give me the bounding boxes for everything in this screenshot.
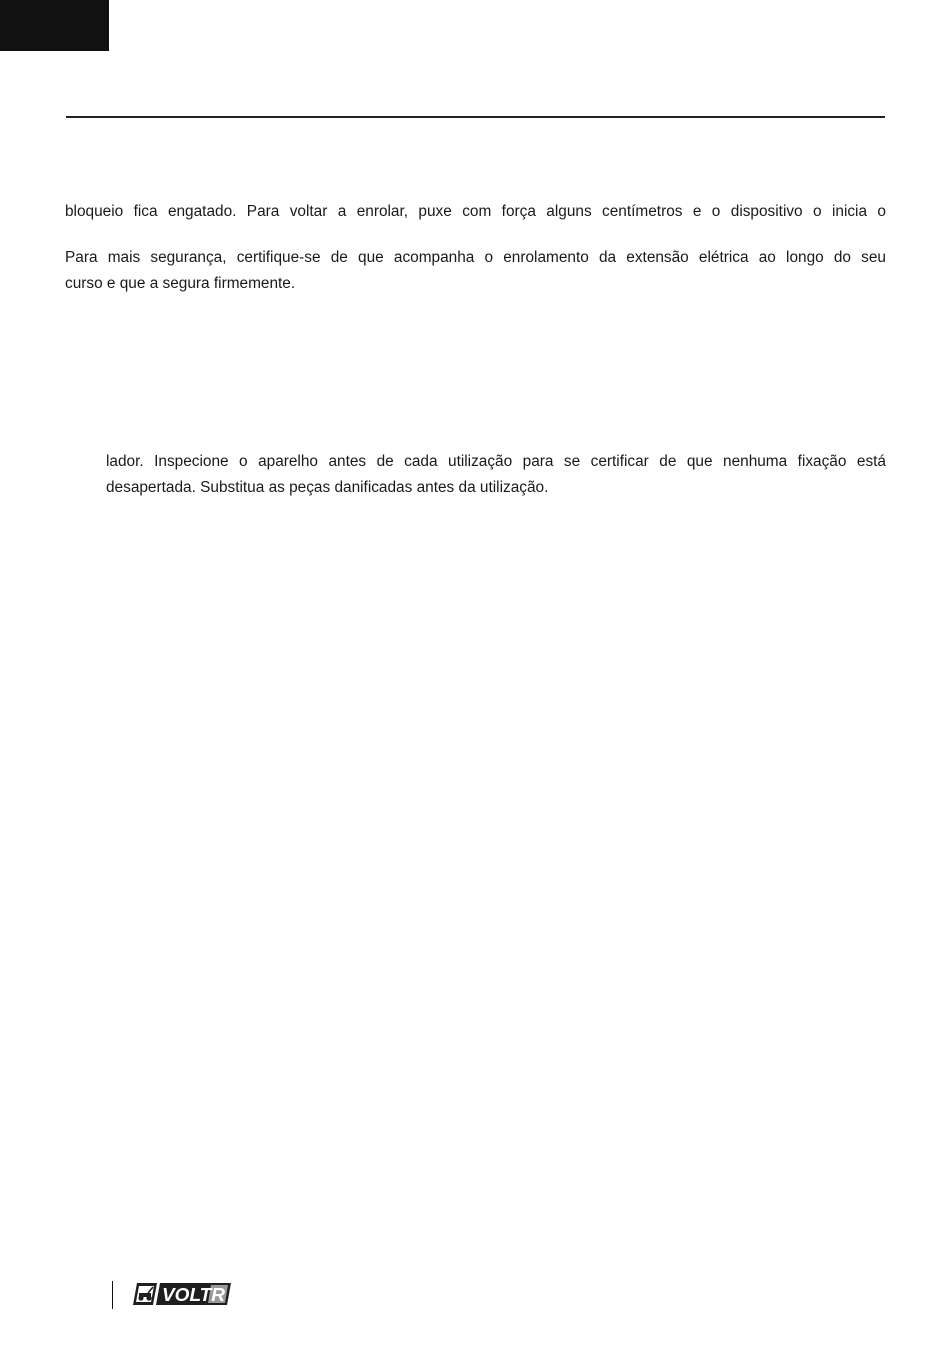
footer-page-bar — [112, 1281, 113, 1309]
paragraph-3-line-1: lador. Inspecione o aparelho antes de cada utilização para se certificar de que nenhuma fixação está — [106, 453, 886, 470]
paragraph-2-line-1: Para mais segurança, certifique-se de que acompanha o enrolamento da extensão elétrica ao longo do seu — [65, 249, 886, 266]
paragraph-3 — [106, 449, 886, 501]
paragraph-2-line-2: curso e que a segura firmemente. — [65, 275, 296, 292]
paragraph-3-line-2: desapertada. Substitua as peças danificadas antes da utilização. — [106, 479, 549, 496]
lawnmower-icon — [133, 1283, 157, 1305]
brand-logo — [133, 1283, 231, 1305]
corner-tab — [0, 0, 109, 51]
paragraph-1: bloqueio fica engatado. Para voltar a enrolar, puxe com força alguns centímetros e o dispositivo o inicia o — [65, 203, 886, 220]
paragraph-2 — [65, 245, 886, 297]
brand-logo-text: VOLTR — [162, 1285, 225, 1305]
header-divider — [66, 116, 885, 118]
